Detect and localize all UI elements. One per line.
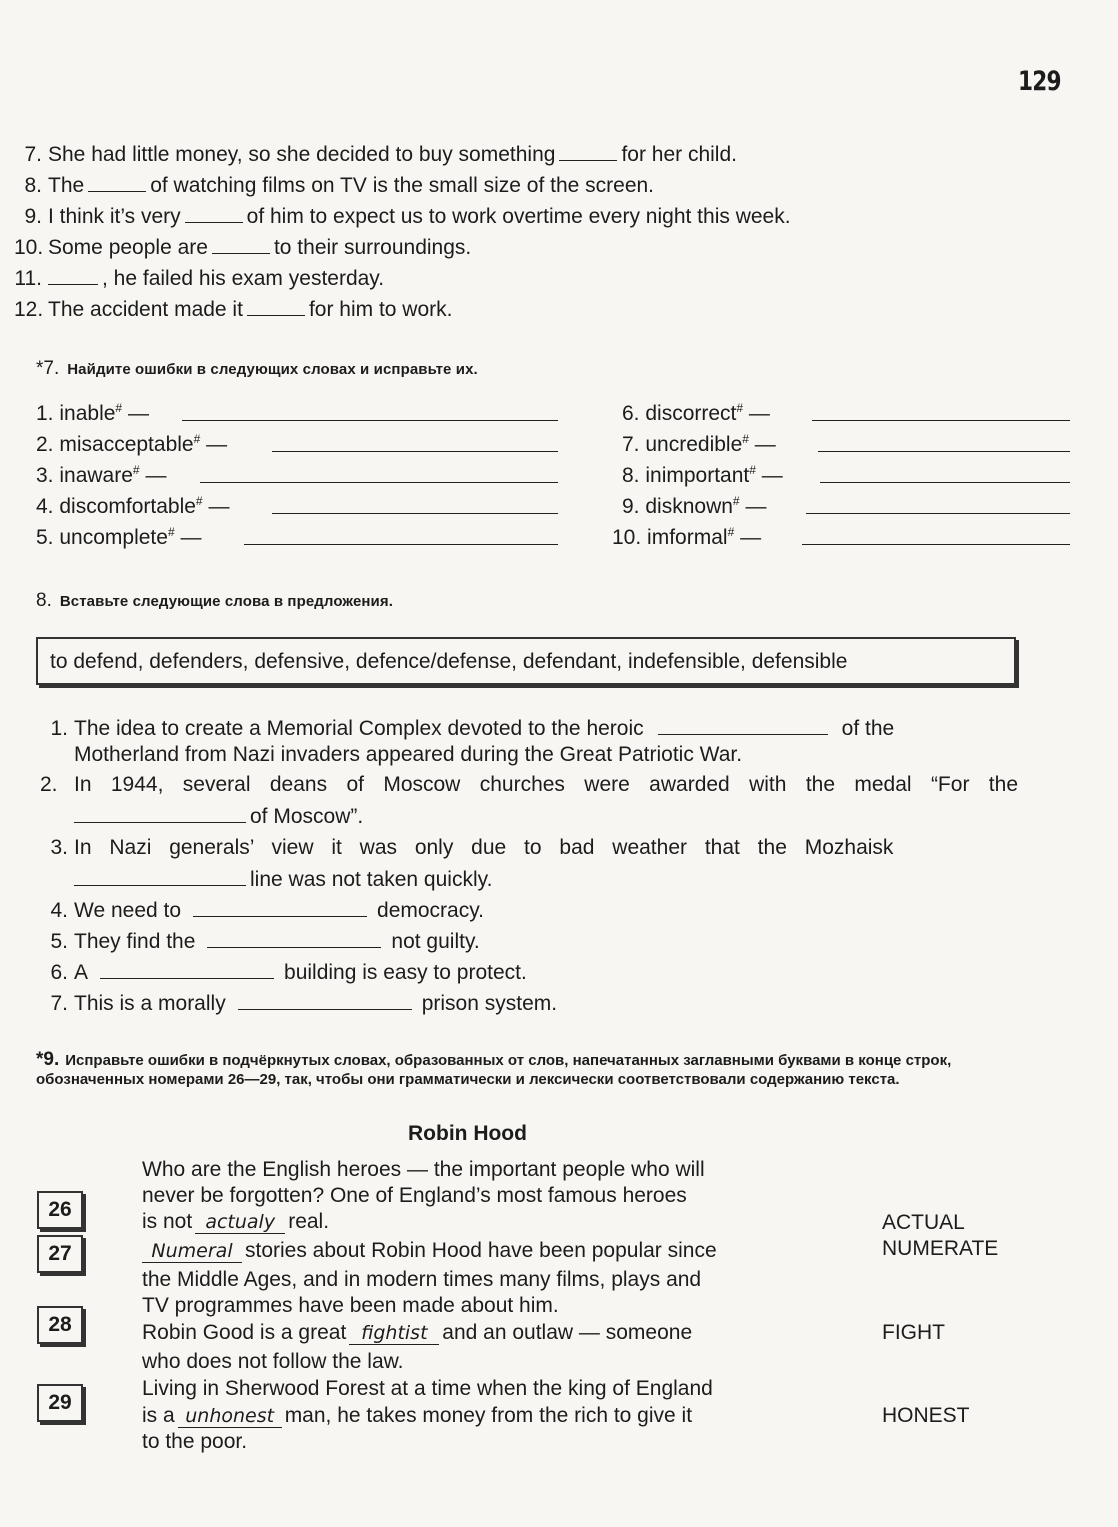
story-line: Living in Sherwood Forest at a time when the king of England — [142, 1377, 713, 1400]
answer-numeral[interactable]: Numeral — [142, 1240, 242, 1263]
task7-item-4: 4. discomfortable# — — [36, 494, 230, 518]
answer-line[interactable] — [820, 482, 1070, 483]
task8-item-7: 7. This is a morally prison system. — [50, 992, 558, 1015]
ex6-item-8: 8. The of watching films on TV is the small size of the screen. — [24, 174, 655, 197]
answer-blank[interactable] — [185, 204, 243, 223]
answer-actualy[interactable]: actualy — [195, 1211, 285, 1234]
task8-item-1-line1: 1. The idea to create a Memorial Complex devoted to the heroic of the — [50, 717, 895, 740]
story-line: Who are the English heroes — the important people who will — [142, 1158, 705, 1181]
answer-blank[interactable] — [658, 716, 828, 735]
task8-item-5: 5. They find the not guilty. — [50, 930, 480, 953]
text-title: Robin Hood — [408, 1122, 527, 1145]
key-word-honest: HONEST — [882, 1404, 970, 1427]
answer-line[interactable] — [244, 544, 558, 545]
task8-item-3-line2: line was not taken quickly. — [74, 867, 492, 892]
key-word-fight: FIGHT — [882, 1321, 945, 1344]
task7-heading: *7. Найдите ошибки в следующих словах и исправьте их. — [36, 358, 478, 379]
task9-instruction: *9. Исправьте ошибки в подчёркнутых словах, образованных от слов, напечатанных заглавными буквами в конце строк, обозначенных номерами 26—29, так, чтобы они грамматически и лексически соответствовали содержанию текста. — [36, 1049, 952, 1088]
task8-item-2-line1: 2. In 1944, several deans of Moscow churches were awarded with the medal “For the — [40, 773, 1018, 796]
answer-line[interactable] — [200, 482, 558, 483]
task7-item-9: 9. disknown# — — [622, 494, 767, 518]
answer-line[interactable] — [802, 544, 1070, 545]
question-number-29: 29 — [37, 1384, 83, 1422]
task8-item-3-line1: 3. In Nazi generals’ view it was only due to bad weather that the Mozhaisk — [50, 836, 894, 859]
ex6-item-7: 7. She had little money, so she decided to buy something for her child. — [24, 143, 737, 166]
story-line: Robin Good is a great fightist and an outlaw — someone — [142, 1321, 693, 1344]
task7-item-7: 7. uncredible# — — [622, 432, 776, 456]
answer-line[interactable] — [812, 420, 1070, 421]
ex6-item-12: 12. The accident made it for him to work. — [14, 298, 453, 321]
question-number-26: 26 — [37, 1191, 83, 1229]
task8-heading: 8. Вставьте следующие слова в предложения. — [36, 590, 393, 611]
answer-blank[interactable] — [238, 991, 412, 1010]
page-number: 129 — [1018, 66, 1061, 97]
task8-item-4: 4. We need to democracy. — [50, 899, 485, 922]
answer-blank[interactable] — [74, 867, 246, 886]
story-line: never be forgotten? One of England’s most famous heroes — [142, 1184, 687, 1207]
task8-item-6: 6. A building is easy to protect. — [50, 961, 527, 984]
task7-item-2: 2. misacceptable# — — [36, 432, 228, 456]
task8-item-1-line2: Motherland from Nazi invaders appeared during the Great Patriotic War. — [74, 743, 743, 766]
answer-blank[interactable] — [212, 235, 270, 254]
task7-item-3: 3. inaware# — — [36, 463, 167, 487]
answer-unhonest[interactable]: unhonest — [178, 1405, 282, 1428]
answer-line[interactable] — [272, 451, 558, 452]
answer-line[interactable] — [272, 513, 558, 514]
story-line: who does not follow the law. — [142, 1350, 404, 1373]
task7-item-1: 1. inable# — — [36, 401, 149, 425]
story-line: the Middle Ages, and in modern times many films, plays and — [142, 1268, 702, 1291]
answer-blank[interactable] — [207, 929, 381, 948]
ex6-item-9: 9. I think it’s very of him to expect us to work overtime every night this week. — [24, 205, 791, 228]
task7-item-10: 10. imformal# — — [612, 525, 762, 549]
answer-blank[interactable] — [559, 142, 617, 161]
answer-line[interactable] — [806, 513, 1070, 514]
story-line: is a unhonest man, he takes money from the rich to give it — [142, 1404, 693, 1427]
story-line: Numeral stories about Robin Hood have been popular since — [142, 1239, 717, 1263]
word-bank-box: to defend, defenders, defensive, defence/defense, defendant, indefensible, defensible — [36, 637, 1016, 685]
answer-line[interactable] — [818, 451, 1070, 452]
answer-fightist[interactable]: fightist — [349, 1322, 439, 1345]
ex6-item-11: 11. , he failed his exam yesterday. — [14, 267, 385, 290]
answer-blank[interactable] — [74, 804, 246, 823]
answer-blank[interactable] — [100, 960, 274, 979]
task7-item-5: 5. uncomplete# — — [36, 525, 202, 549]
answer-blank[interactable] — [193, 898, 367, 917]
task7-item-6: 6. discorrect# — — [622, 401, 770, 425]
question-number-27: 27 — [37, 1235, 83, 1273]
answer-line[interactable] — [182, 420, 558, 421]
ex6-item-10: 10. Some people are to their surroundings. — [14, 236, 472, 259]
answer-blank[interactable] — [247, 297, 305, 316]
story-line: TV programmes have been made about him. — [142, 1294, 559, 1317]
task8-item-2-line2: of Moscow”. — [74, 804, 363, 829]
question-number-28: 28 — [37, 1306, 83, 1344]
answer-blank[interactable] — [48, 266, 98, 285]
story-line: to the poor. — [142, 1430, 248, 1453]
key-word-actual: ACTUAL — [882, 1211, 965, 1234]
task7-item-8: 8. inimportant# — — [622, 463, 783, 487]
answer-blank[interactable] — [88, 173, 146, 192]
key-word-numerate: NUMERATE — [882, 1237, 999, 1260]
story-line: is not actualy real. — [142, 1210, 330, 1233]
